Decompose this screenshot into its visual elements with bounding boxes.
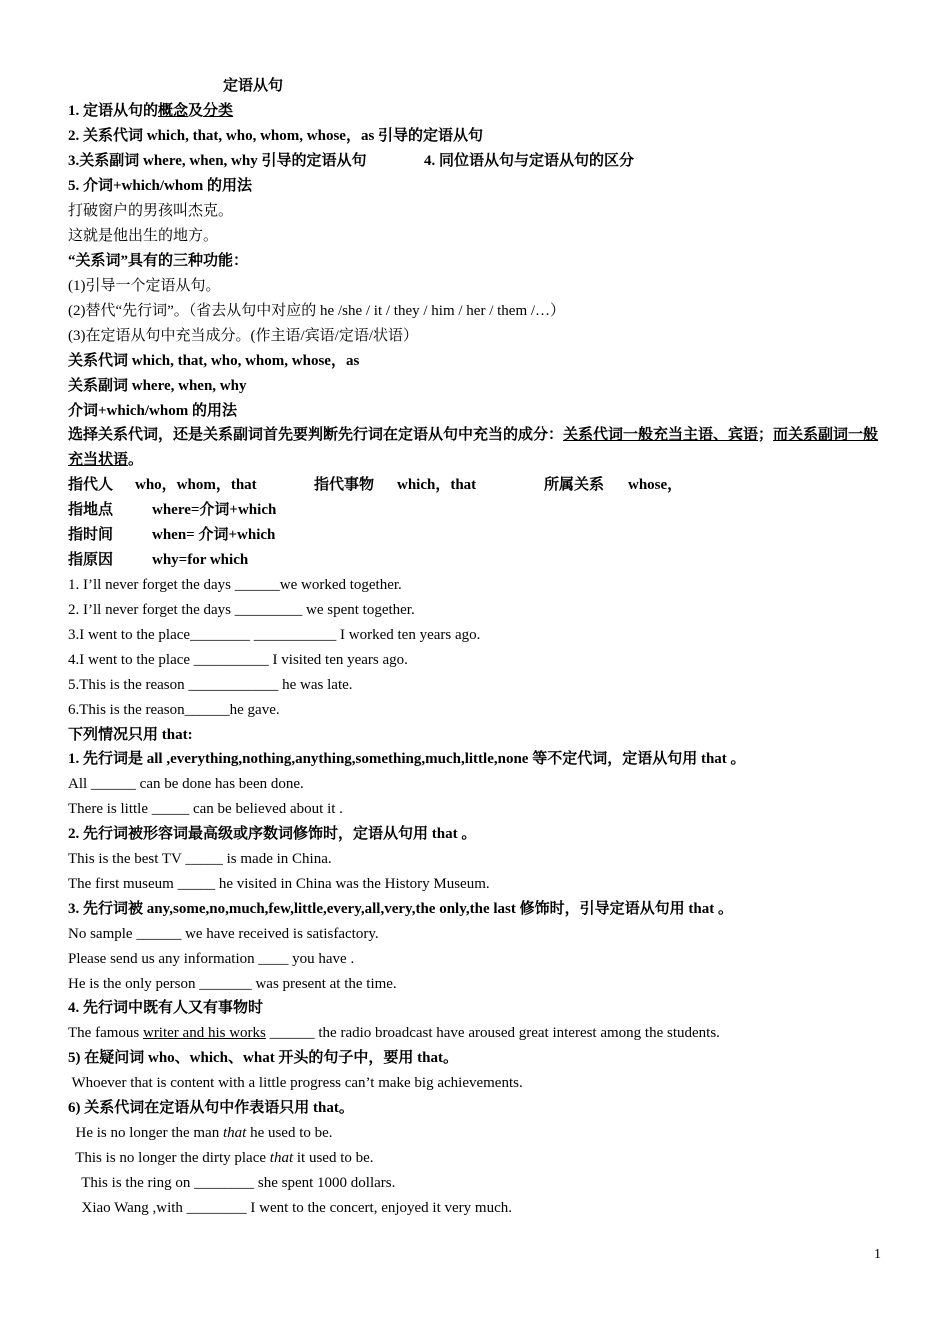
rule-5-example: Whoever that is content with a little progress can’t make big achievements. xyxy=(68,1075,523,1091)
rule-6-example-2 xyxy=(68,1147,888,1169)
rule-6-example-2-that: that xyxy=(269,1150,294,1166)
rule-2-example-1: This is the best TV _____ is made in China. xyxy=(68,851,332,867)
exercise-line: 6.This is the reason______he gave. xyxy=(68,702,280,718)
page-title: 定语从句 xyxy=(223,78,284,94)
rule-4-example-suffix: ______ the radio broadcast have aroused great interest among the students. xyxy=(265,1025,720,1041)
function-3: (3)在定语从句中充当成分。(作主语/宾语/定语/状语） xyxy=(68,328,418,344)
rule-6-example-1-suffix: he used to be. xyxy=(246,1125,333,1141)
rule-4-example-prefix: The famous xyxy=(68,1025,143,1041)
relative-adverbs-line: 关系副词 where, when, why xyxy=(68,378,247,394)
reason-adverb: why=for which xyxy=(152,552,249,568)
rule-2: 2. 先行词被形容词最高级或序数词修饰时，定语从句用 that 。 xyxy=(68,826,477,842)
preposition-line: 介词+which/whom 的用法 xyxy=(68,403,237,419)
outline-item-1-concept: 概念 xyxy=(158,103,189,119)
rule-6-example-2-suffix: it used to be. xyxy=(293,1150,374,1166)
outline-item-1-category: 分类 xyxy=(203,103,234,119)
choose-rule-adverb-role: 而关系副词一般充当状语 xyxy=(68,427,879,468)
label-place: 指地点 xyxy=(68,502,114,518)
rule-6-example-1-that: that xyxy=(222,1125,247,1141)
exercise-line: 1. I’ll never forget the days ______we worked together. xyxy=(68,577,402,593)
choose-rule-pronoun-role: 关系代词一般充当主语、宾语 xyxy=(563,427,759,443)
label-reason: 指原因 xyxy=(68,552,114,568)
thing-pronouns: which，that xyxy=(397,477,477,493)
outline-item-2: 2. 关系代词 which, that, who, whom, whose，as 引导的定语从句 xyxy=(68,128,484,144)
relative-pronouns-line: 关系代词 which, that, who, whom, whose，as xyxy=(68,353,360,369)
outline-item-1 xyxy=(68,100,888,122)
outline-item-5: 5. 介词+which/whom 的用法 xyxy=(68,178,252,194)
rule-6-example-1 xyxy=(68,1122,888,1144)
rule-3-example-1: No sample ______ we have received is satisfactory. xyxy=(68,926,379,942)
label-person: 指代人 xyxy=(68,477,114,493)
outline-item-1-prefix: 1. 定语从句的 xyxy=(68,103,159,119)
rule-4-example-antecedent: writer and his works xyxy=(142,1025,266,1041)
rule-3-example-2: Please send us any information ____ you have . xyxy=(68,951,355,967)
possessive-pronoun: whose， xyxy=(628,477,683,493)
exercise-line: 5.This is the reason ____________ he was late. xyxy=(68,677,353,693)
label-possessive: 所属关系 xyxy=(544,477,605,493)
example-sentence-1: 打破窗户的男孩叫杰克。 xyxy=(68,203,234,219)
rule-1-example-2: There is little _____ can be believed about it . xyxy=(68,801,343,817)
choose-rule-prefix: 选择关系代词，还是关系副词首先要判断先行词在定语从句中充当的成分： xyxy=(68,427,564,443)
exercise-line: 3.I went to the place________ ___________ I worked ten years ago. xyxy=(68,627,481,643)
rule-6: 6) 关系代词在定语从句中作表语只用 that。 xyxy=(68,1100,354,1116)
rule-6-example-1-prefix: He is no longer the man xyxy=(68,1125,223,1141)
choose-rule-paragraph xyxy=(68,423,883,473)
rule-4: 4. 先行词中既有人又有事物时 xyxy=(68,1000,264,1016)
person-pronouns: who，whom，that xyxy=(135,477,257,493)
outline-item-4: 4. 同位语从句与定语从句的区分 xyxy=(424,153,635,169)
rule-6-example-3: This is the ring on ________ she spent 1000 dollars. xyxy=(74,1175,396,1191)
time-adverb: when= 介词+which xyxy=(152,527,276,543)
functions-heading: “关系词”具有的三种功能： xyxy=(68,253,249,269)
rule-2-example-2: The first museum _____ he visited in China was the History Museum. xyxy=(68,876,490,892)
outline-item-1-mid: 及 xyxy=(188,103,204,119)
label-thing: 指代事物 xyxy=(314,477,375,493)
rule-5: 5) 在疑问词 who、which、what 开头的句子中，要用 that。 xyxy=(68,1050,459,1066)
page-number: 1 xyxy=(874,1247,881,1262)
outline-item-3: 3.关系副词 where, when, why 引导的定语从句 xyxy=(68,153,367,169)
exercise-line: 2. I’ll never forget the days _________ we spent together. xyxy=(68,602,415,618)
function-2: (2)替代“先行词”。（省去从句中对应的 he /she / it / they / him / her / them /…） xyxy=(68,303,566,319)
exercise-line: 4.I went to the place __________ I visited ten years ago. xyxy=(68,652,408,668)
rule-6-example-2-prefix: This is no longer the dirty place xyxy=(68,1150,270,1166)
choose-rule-separator: ； xyxy=(758,427,774,443)
rule-4-example xyxy=(68,1022,888,1044)
label-time: 指时间 xyxy=(68,527,114,543)
function-1: (1)引导一个定语从句。 xyxy=(68,278,221,294)
that-only-heading: 下列情况只用 that: xyxy=(68,727,193,743)
example-sentence-2: 这就是他出生的地方。 xyxy=(68,228,219,244)
rule-1-example-1: All ______ can be done has been done. xyxy=(68,776,304,792)
rule-6-example-4: Xiao Wang ,with ________ I went to the concert, enjoyed it very much. xyxy=(74,1200,512,1216)
choose-rule-end: 。 xyxy=(128,452,144,468)
rule-3-example-3: He is the only person _______ was present at the time. xyxy=(68,976,397,992)
rule-1: 1. 先行词是 all ,everything,nothing,anything,something,much,little,none 等不定代词，定语从句用 that 。 xyxy=(68,751,746,767)
place-adverb: where=介词+which xyxy=(152,502,277,518)
rule-3: 3. 先行词被 any,some,no,much,few,little,every,all,very,the only,the last 修饰时，引导定语从句用 that 。 xyxy=(68,901,733,917)
